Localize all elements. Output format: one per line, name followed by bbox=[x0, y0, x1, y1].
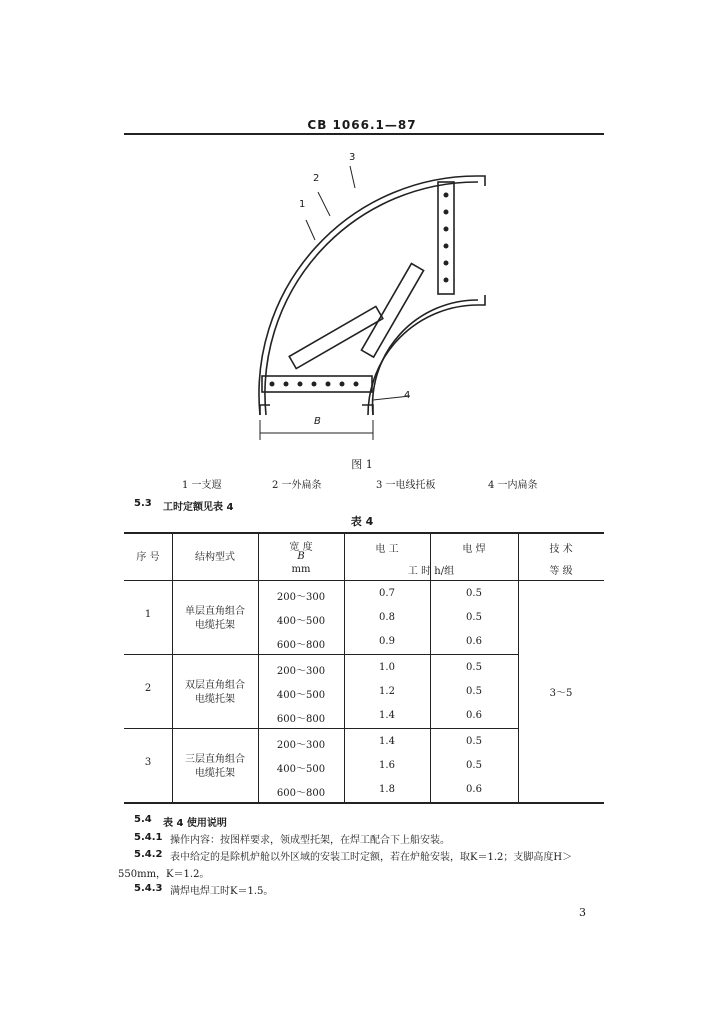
width-cell: 600～800 bbox=[276, 788, 326, 799]
group-structure: 单层直角组合 bbox=[185, 606, 245, 617]
callout-2: 2 bbox=[313, 173, 320, 184]
page-number: 3 bbox=[579, 906, 586, 919]
header-electrician: 电 工 bbox=[375, 544, 399, 555]
group-no: 2 bbox=[144, 683, 152, 694]
welder-cell: 0.5 bbox=[466, 588, 482, 599]
header-no: 序 号 bbox=[136, 552, 160, 563]
note-number: 5.4.2 bbox=[134, 849, 163, 860]
group-structure: 双层直角组合 bbox=[185, 680, 245, 691]
group-structure: 电缆托架 bbox=[195, 620, 235, 631]
welder-cell: 0.5 bbox=[466, 760, 482, 771]
group-structure: 电缆托架 bbox=[195, 768, 235, 779]
table-title: 表 4 bbox=[350, 515, 374, 528]
electrician-cell: 1.4 bbox=[379, 710, 395, 721]
electrician-cell: 0.7 bbox=[379, 588, 395, 599]
electrician-cell: 0.9 bbox=[379, 636, 395, 647]
note-number: 5.4.1 bbox=[134, 832, 163, 843]
note-number: 5.4.3 bbox=[134, 883, 163, 894]
header-welder: 电 焊 bbox=[462, 544, 486, 555]
callout-3: 3 bbox=[349, 152, 356, 163]
group-divider bbox=[124, 654, 518, 655]
width-cell: 400～500 bbox=[276, 764, 326, 775]
section-title: 工时定额见表 4 bbox=[163, 502, 234, 513]
note-text: 操作内容：按图样要求，领成型托架，在焊工配合下上船安装。 bbox=[170, 835, 450, 846]
header-tech: 技 术 bbox=[549, 544, 573, 555]
group-divider bbox=[124, 728, 518, 729]
table-bottom-rule bbox=[124, 802, 604, 804]
width-cell: 600～800 bbox=[276, 640, 326, 651]
electrician-cell: 1.6 bbox=[379, 760, 395, 771]
width-cell: 400～500 bbox=[276, 690, 326, 701]
callout-1: 1 bbox=[299, 199, 306, 210]
legend-item-3: 3 一电线托板 bbox=[376, 480, 436, 491]
width-cell: 200～300 bbox=[276, 666, 326, 677]
table-top-rule bbox=[124, 532, 604, 534]
note-text: 满焊电焊工时K＝1.5。 bbox=[170, 886, 274, 897]
welder-cell: 0.5 bbox=[466, 662, 482, 673]
grade-value: 3～5 bbox=[549, 688, 573, 699]
header-width: 宽 度 bbox=[289, 542, 313, 553]
electrician-cell: 1.4 bbox=[379, 736, 395, 747]
note-title: 表 4 使用说明 bbox=[163, 818, 227, 829]
header-width-unit: mm bbox=[291, 564, 311, 575]
group-structure: 三层直角组合 bbox=[185, 754, 245, 765]
welder-cell: 0.6 bbox=[466, 710, 482, 721]
width-cell: 200～300 bbox=[276, 740, 326, 751]
electrician-cell: 1.0 bbox=[379, 662, 395, 673]
header-rule bbox=[124, 133, 604, 135]
welder-cell: 0.6 bbox=[466, 636, 482, 647]
cable-tray-elbow-figure bbox=[240, 150, 500, 450]
welder-cell: 0.5 bbox=[466, 686, 482, 697]
welder-cell: 0.5 bbox=[466, 612, 482, 623]
legend-item-2: 2 一外扁条 bbox=[272, 480, 322, 491]
note-text: 表中给定的是除机炉舱以外区域的安装工时定额，若在炉舱安装，取K＝1.2；支脚高度H＞ bbox=[170, 852, 573, 863]
electrician-cell: 0.8 bbox=[379, 612, 395, 623]
group-structure: 电缆托架 bbox=[195, 694, 235, 705]
welder-cell: 0.5 bbox=[466, 736, 482, 747]
legend-item-1: 1 一支遐 bbox=[182, 480, 222, 491]
dimension-label: B bbox=[314, 416, 321, 427]
table-header-rule bbox=[124, 580, 604, 581]
group-no: 3 bbox=[144, 757, 152, 768]
electrician-cell: 1.2 bbox=[379, 686, 395, 697]
header-work-hours: 工 时 h/组 bbox=[407, 566, 455, 577]
group-no: 1 bbox=[144, 609, 152, 620]
electrician-cell: 1.8 bbox=[379, 784, 395, 795]
header-structure: 结构型式 bbox=[195, 552, 235, 563]
width-cell: 200～300 bbox=[276, 592, 326, 603]
width-cell: 400～500 bbox=[276, 616, 326, 627]
header-grade: 等 级 bbox=[549, 566, 573, 577]
standard-header: CB 1066.1—87 bbox=[307, 118, 417, 132]
width-cell: 600～800 bbox=[276, 714, 326, 725]
welder-cell: 0.6 bbox=[466, 784, 482, 795]
figure-caption: 图 1 bbox=[351, 458, 373, 471]
note-text: 550mm，K＝1.2。 bbox=[118, 869, 210, 880]
note-number: 5.4 bbox=[134, 814, 152, 825]
section-number: 5.3 bbox=[134, 498, 152, 509]
header-width-symbol: B bbox=[297, 551, 305, 562]
callout-4: 4 bbox=[404, 390, 411, 401]
legend-item-4: 4 一内扁条 bbox=[488, 480, 538, 491]
